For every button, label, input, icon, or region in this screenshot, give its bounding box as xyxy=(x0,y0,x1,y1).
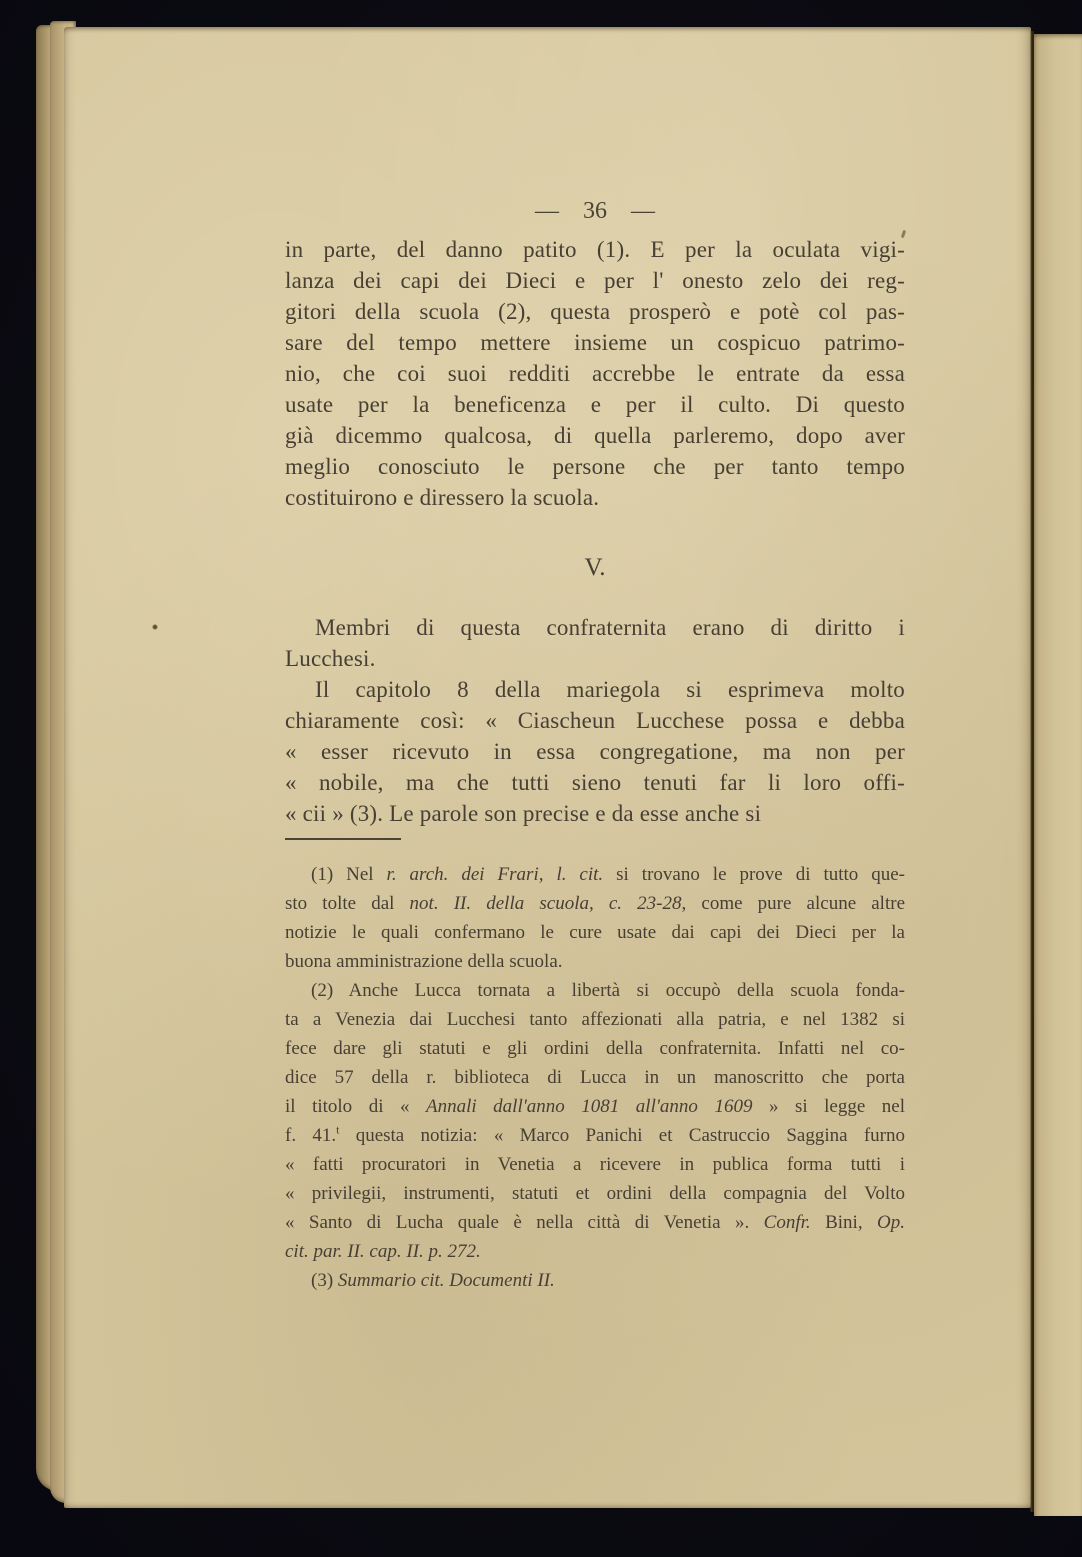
text-segment: « esser ricevuto in essa congregatione, ma non per xyxy=(285,739,905,764)
text-line xyxy=(285,918,905,947)
text-line xyxy=(285,358,905,389)
footnote-3 xyxy=(285,1266,905,1295)
text-segment: costituirono e diressero la scuola. xyxy=(285,485,600,510)
text-line xyxy=(285,1092,905,1121)
text-segment: « Santo di Lucha quale è nella città di Venetia ». xyxy=(285,1212,764,1233)
text-line xyxy=(285,1179,905,1208)
paragraph-2 xyxy=(285,612,905,674)
text-line xyxy=(285,1034,905,1063)
text-line xyxy=(285,327,905,358)
text-line xyxy=(285,976,905,1005)
text-line xyxy=(285,1208,905,1237)
text-line xyxy=(285,705,905,736)
text-line xyxy=(285,736,905,767)
paragraph-1 xyxy=(285,234,905,513)
text-segment: questa notizia: « Marco Panichi et Castruccio Saggina furno xyxy=(339,1125,905,1146)
text-line xyxy=(285,1237,905,1266)
text-line xyxy=(285,234,905,265)
text-segment: lanza dei capi dei Dieci e per l' onesto zelo dei reg- xyxy=(285,268,905,293)
text-segment: usate per la beneficenza e per il culto. Di questo xyxy=(285,392,905,417)
text-line xyxy=(285,1266,905,1295)
italic-text: not. II. della scuola, c. 23-28 xyxy=(409,893,682,914)
italic-text: r. arch. dei Frari, l. cit. xyxy=(386,864,604,885)
text-segment: « fatti procuratori in Venetia a ricevere in publica forma tutti i xyxy=(285,1154,905,1175)
text-segment: Lucchesi. xyxy=(285,646,376,671)
text-segment: sto tolte dal xyxy=(285,893,410,914)
text-segment: (1) Nel xyxy=(311,864,387,885)
text-line xyxy=(285,420,905,451)
text-segment: notizie le quali confermano le cure usate dai capi dei Dieci per la xyxy=(285,922,905,943)
text-line xyxy=(285,1005,905,1034)
text-line xyxy=(285,947,905,976)
footnote-separator xyxy=(285,838,401,840)
italic-text: Summario cit. Documenti II. xyxy=(337,1270,555,1291)
text-segment: si trovano le prove di tutto que- xyxy=(603,864,906,885)
text-segment: f. 41. xyxy=(285,1125,337,1146)
text-segment: , come pure alcune altre xyxy=(681,893,906,914)
italic-text: Confr. xyxy=(763,1212,811,1233)
text-segment: « cii » (3). Le parole son precise e da esse anche si xyxy=(285,801,762,826)
facing-page-edge xyxy=(1034,34,1082,1516)
text-line xyxy=(285,265,905,296)
text-segment: nio, che coi suoi redditi accrebbe le entrate da essa xyxy=(285,361,905,386)
text-line xyxy=(285,674,905,705)
paragraph-3 xyxy=(285,674,905,829)
footnotes xyxy=(285,860,905,1295)
text-segment: Il capitolo 8 della mariegola si esprimeva molto xyxy=(315,677,905,702)
text-segment: « nobile, ma che tutti sieno tenuti far li loro offi- xyxy=(285,770,905,795)
text-line xyxy=(285,482,905,513)
italic-text: cit. par. II. cap. II. p. 272. xyxy=(285,1241,481,1262)
text-segment: in parte, del danno patito (1). E per la oculata vigi- xyxy=(285,237,905,262)
page-number: — 36 — xyxy=(535,198,655,224)
footnote-1 xyxy=(285,860,905,976)
text-segment: il titolo di « xyxy=(285,1096,426,1117)
text-line xyxy=(285,389,905,420)
text-line xyxy=(285,1150,905,1179)
text-line xyxy=(285,1063,905,1092)
text-line xyxy=(285,1121,905,1150)
text-line xyxy=(285,860,905,889)
text-segment: buona amministrazione della scuola. xyxy=(285,951,563,972)
text-segment: già dicemmo qualcosa, di quella parleremo, dopo aver xyxy=(285,423,905,448)
text-line xyxy=(285,889,905,918)
text-segment: gitori della scuola (2), questa prosperò e potè col pas- xyxy=(285,299,905,324)
text-segment: « privilegii, instrumenti, statuti et ordini della compagnia del Volto xyxy=(285,1183,905,1204)
text-segment: (3) xyxy=(311,1270,338,1291)
text-line xyxy=(285,296,905,327)
section-heading: V. xyxy=(584,554,606,581)
text-segment: chiaramente così: « Ciascheun Lucchese possa e debba xyxy=(285,708,905,733)
text-segment: sare del tempo mettere insieme un cospicuo patrimo- xyxy=(285,330,905,355)
superscript-text: t xyxy=(336,1123,340,1137)
text-segment: Membri di questa confraternita erano di diritto i xyxy=(315,615,905,640)
book-page xyxy=(64,27,1031,1508)
page-speck xyxy=(152,624,158,630)
text-segment: Bini, xyxy=(810,1212,878,1233)
text-line xyxy=(285,643,905,674)
page-content xyxy=(285,27,905,1295)
italic-text: Annali dall'anno 1081 all'anno 1609 xyxy=(426,1096,753,1117)
text-segment: ta a Venezia dai Lucchesi tanto affezionati alla patria, e nel 1382 si xyxy=(285,1009,905,1030)
text-segment: (2) Anche Lucca tornata a libertà si occupò della scuola fonda- xyxy=(311,980,905,1001)
text-line xyxy=(285,767,905,798)
text-segment: fece dare gli statuti e gli ordini della confraternita. Infatti nel co- xyxy=(285,1038,905,1059)
text-line xyxy=(285,451,905,482)
text-line xyxy=(285,798,905,829)
italic-text: Op. xyxy=(877,1212,905,1233)
footnote-2 xyxy=(285,976,905,1266)
text-segment: » si legge nel xyxy=(752,1096,906,1117)
text-segment: dice 57 della r. biblioteca di Lucca in un manoscritto che porta xyxy=(285,1067,905,1088)
text-line xyxy=(285,612,905,643)
text-segment: meglio conosciuto le persone che per tanto tempo xyxy=(285,454,905,479)
